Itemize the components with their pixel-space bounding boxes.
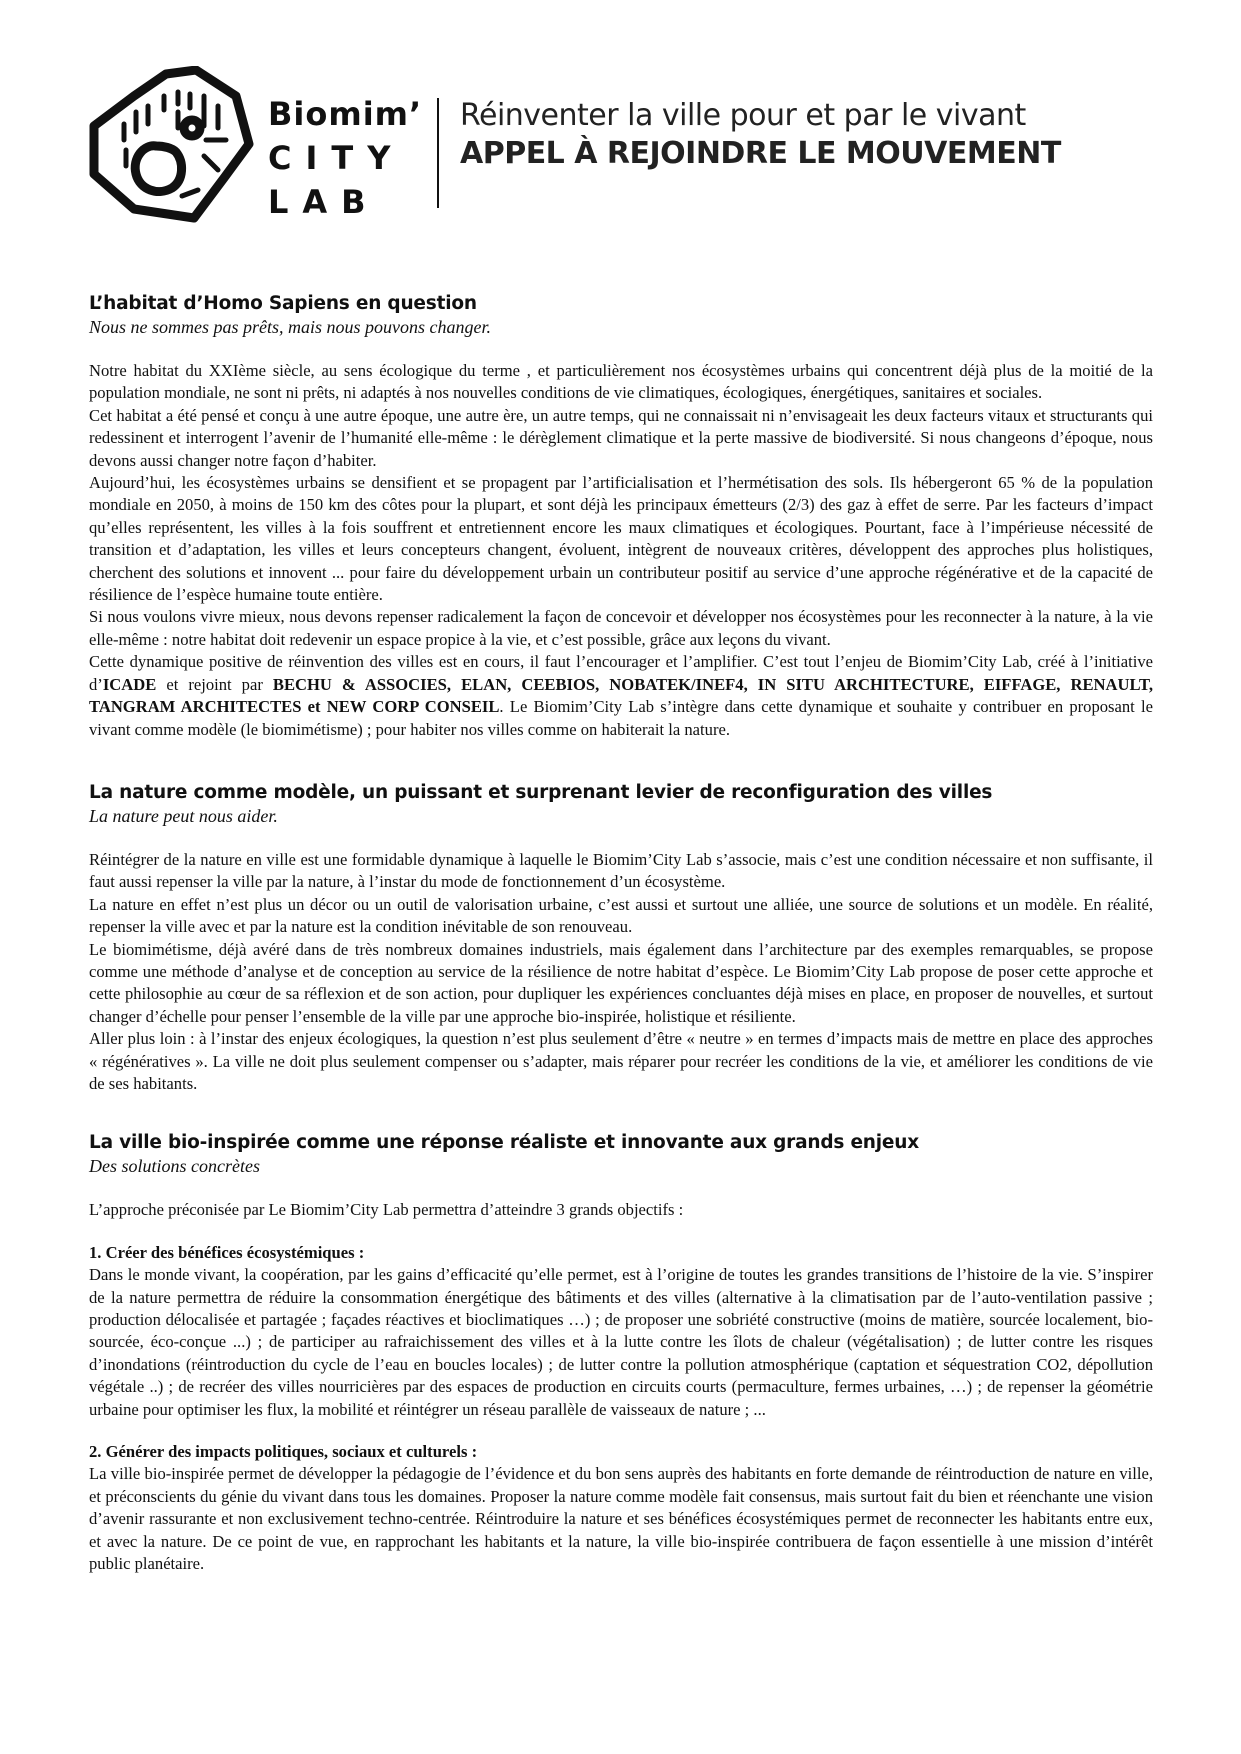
section-subtitle: Des solutions concrètes	[89, 1156, 260, 1177]
objective-text: La ville bio-inspirée permet de développer la pédagogie de l’évidence et du bon sens auprès des habitants en forte demande de réintroduction de nature en ville, et préconscients du génie du vivant dans tous les domaines. Proposer la nature comme modèle fait consensus, mais surtout fait du bien et réenchante une vision d’avenir rassurante et non exclusivement techno-centrée. Réintroduire la nature et ses bénéfices écosystémiques permet de reconnecter les habitants entre eux, et avec la nature. De ce point de vue, en rapprochant les habitants et la nature, la ville bio-inspirée contribuera de façon essentielle à une mission d’intérêt public planétaire.	[89, 1464, 1153, 1574]
partners-list: BECHU & ASSOCIES, ELAN, CEEBIOS, NOBATEK/INEF4, IN SITU ARCHITECTURE, EIFFAGE, RENAULT, TANGRAM ARCHITECTES et NEW CORP CONSEIL	[89, 674, 1154, 717]
icade-name: ICADE	[102, 674, 157, 694]
section-bio-inspired-city	[89, 1131, 1153, 1575]
paragraph: Réintégrer de la nature en ville est une formidable dynamique à laquelle le Biomim’City Lab s’associe, mais c’est une condition nécessaire et non suffisante, il faut aussi repenser la ville par la nature, à l’instar du mode de fonctionnement d’un écosystème.	[89, 849, 1153, 892]
brand-wordmark	[268, 92, 422, 224]
page-title: APPEL À REJOINDRE LE MOUVEMENT	[460, 136, 1061, 171]
brand-line-2: CITY	[268, 139, 405, 177]
partners-mid-text: et rejoint par	[156, 674, 273, 694]
objective-title: 1. Créer des bénéfices écosystémiques :	[89, 1242, 365, 1262]
partners-post-text: . Le Biomim’City Lab s’intègre dans cette dynamique et souhaite y contribuer en proposant le vivant comme modèle (le biomimétisme) ; pour habiter nos villes comme on habiterait la nature.	[89, 697, 1153, 739]
section-title: L’habitat d’Homo Sapiens en question	[89, 293, 477, 314]
header-divider	[437, 98, 439, 208]
biomim-city-lab-logo-icon	[86, 66, 262, 232]
section-title: La nature comme modèle, un puissant et surprenant levier de reconfiguration des villes	[89, 781, 993, 803]
paragraph-intro: L’approche préconisée par Le Biomim’City Lab permettra d’atteindre 3 grands objectifs :	[89, 1200, 684, 1220]
objective-text: Dans le monde vivant, la coopération, par les gains d’efficacité qu’elle permet, est à l’origine de toutes les grandes transitions de l’histoire de la vie. S’inspirer de la nature permettra de réduire la consommation énergétique des bâtiments et des villes (alternative à la climatisation par de l’auto-ventilation passive ; production délocalisée et partagée ; façades réactives et bioclimatiques …) ; de proposer une sobriété constructive (moins de matière, sourcée localement, bio-sourcée, éco-conçue ...) ; de participer au rafraichissement des villes et à la lutte contre les îlots de chaleur (végétalisation) ; de lutter contre les risques d’inondations (réintroduction du cycle de l’eau en boucles locales) ; de lutter contre la pollution atmosphérique (captation et séquestration CO2, dépollution végétale ..) ; de recréer des villes nourricières par des espaces de production en circuits courts (permaculture, fermes urbaines, …) ; de repenser la géométrie urbaine pour optimiser les flux, la mobilité et réintégrer un réseau parallèle de vaisseaux de nature ; ...	[89, 1265, 1153, 1419]
objective-item	[89, 1242, 1153, 1421]
brand-line-3: LAB	[268, 183, 380, 221]
page-tagline: Réinventer la ville pour et par le vivant	[460, 98, 1026, 133]
paragraph: Le biomimétisme, déjà avéré dans de très nombreux domaines industriels, mais également dans l’architecture par des exemples remarquables, se propose comme une méthode d’analyse et de conception au service de la résilience de notre habitat d’espèce. Le Biomim’City Lab propose de poser cette approche et cette philosophie au cœur de sa réflexion et de son action, pour dupliquer les expériences concluantes déjà mises en place, en proposer de nouvelles, et surtout changer d’échelle pour penser l’ensemble de la ville par une approche bio-inspirée, holistique et résiliente.	[89, 939, 1153, 1026]
paragraph: Cet habitat a été pensé et conçu à une autre époque, une autre ère, un autre temps, qui ne connaissait ni n’envisageait les deux facteurs vitaux et structurants qui redessinent et interrogent l’avenir de l’humanité elle-même : le dérèglement climatique et la perte massive de biodiversité. Si nous changeons d’époque, nous devons aussi changer notre façon d’habiter.	[89, 405, 1153, 470]
section-subtitle: La nature peut nous aider.	[89, 805, 278, 826]
section-nature-model	[89, 781, 1153, 1095]
paragraph: Aujourd’hui, les écosystèmes urbains se densifient et se propagent par l’artificialisation et l’hermétisation des sols. Ils hébergeront 65 % de la population mondiale en 2050, à moins de 150 km des côtes pour la plupart, et sont déjà les principaux émetteurs (2/3) des gaz à effet de serre. Par les facteurs d’impact qu’elles représentent, les villes à la fois souffrent et entretiennent encore les maux climatiques et écologiques. Pourtant, face à l’impérieuse nécessité de transition et d’adaptation, les villes et leurs concepteurs changent, évoluent, intègrent de nouveaux critères, développent des approches plus holistiques, cherchent des solutions et innovent ... pour faire du développement urbain un contributeur positif au service d’une approche régénérative et de la capacité de résilience de l’espèce humaine toute entière.	[89, 473, 1153, 605]
section-title: La ville bio-inspirée comme une réponse réaliste et innovante aux grands enjeux	[89, 1132, 919, 1154]
section-subtitle: Nous ne sommes pas prêts, mais nous pouvons changer.	[89, 317, 491, 337]
paragraph: Si nous voulons vivre mieux, nous devons repenser radicalement la façon de concevoir et développer nos écosystèmes pour les reconnecter à la nature, à la vie elle-même : notre habitat doit redevenir un espace propice à la vie, et c’est possible, grâce aux leçons du vivant.	[89, 607, 1153, 649]
paragraph: Notre habitat du XXIème siècle, au sens écologique du terme , et particulièrement nos écosystèmes urbains qui concentrent déjà plus de la moitié de la population mondiale, ne sont ni prêts, ni adaptés à nos nouvelles conditions de vie climatiques, écologiques, énergétiques, sanitaires et sociales.	[89, 361, 1153, 403]
objective-title: 2. Générer des impacts politiques, sociaux et culturels :	[89, 1442, 478, 1462]
document-body	[89, 292, 1153, 1595]
partners-paragraph	[89, 651, 1153, 741]
section-habitat	[89, 292, 1153, 741]
partners-pre-text: Cette dynamique positive de réinvention des villes est en cours, il faut l’encourager et l’amplifier. C’est tout l’enjeu de Biomim’City Lab, créé à l’initiative d’	[89, 652, 1153, 694]
objective-item	[89, 1441, 1153, 1575]
paragraph: Aller plus loin : à l’instar des enjeux écologiques, la question n’est plus seulement d’être « neutre » en termes d’impacts mais de mettre en place des approches « régénératives ». La ville ne doit plus seulement compenser ou s’adapter, mais réparer pour recréer les conditions de la vie, et améliorer les conditions de vie de ses habitants.	[89, 1029, 1153, 1093]
brand-line-1: Biomim’	[268, 95, 423, 133]
paragraph: La nature en effet n’est plus un décor ou un outil de valorisation urbaine, c’est aussi et surtout une alliée, une source de solutions et un modèle. En réalité, repenser la ville avec et par la nature est la condition inévitable de son renouveau.	[89, 894, 1153, 937]
